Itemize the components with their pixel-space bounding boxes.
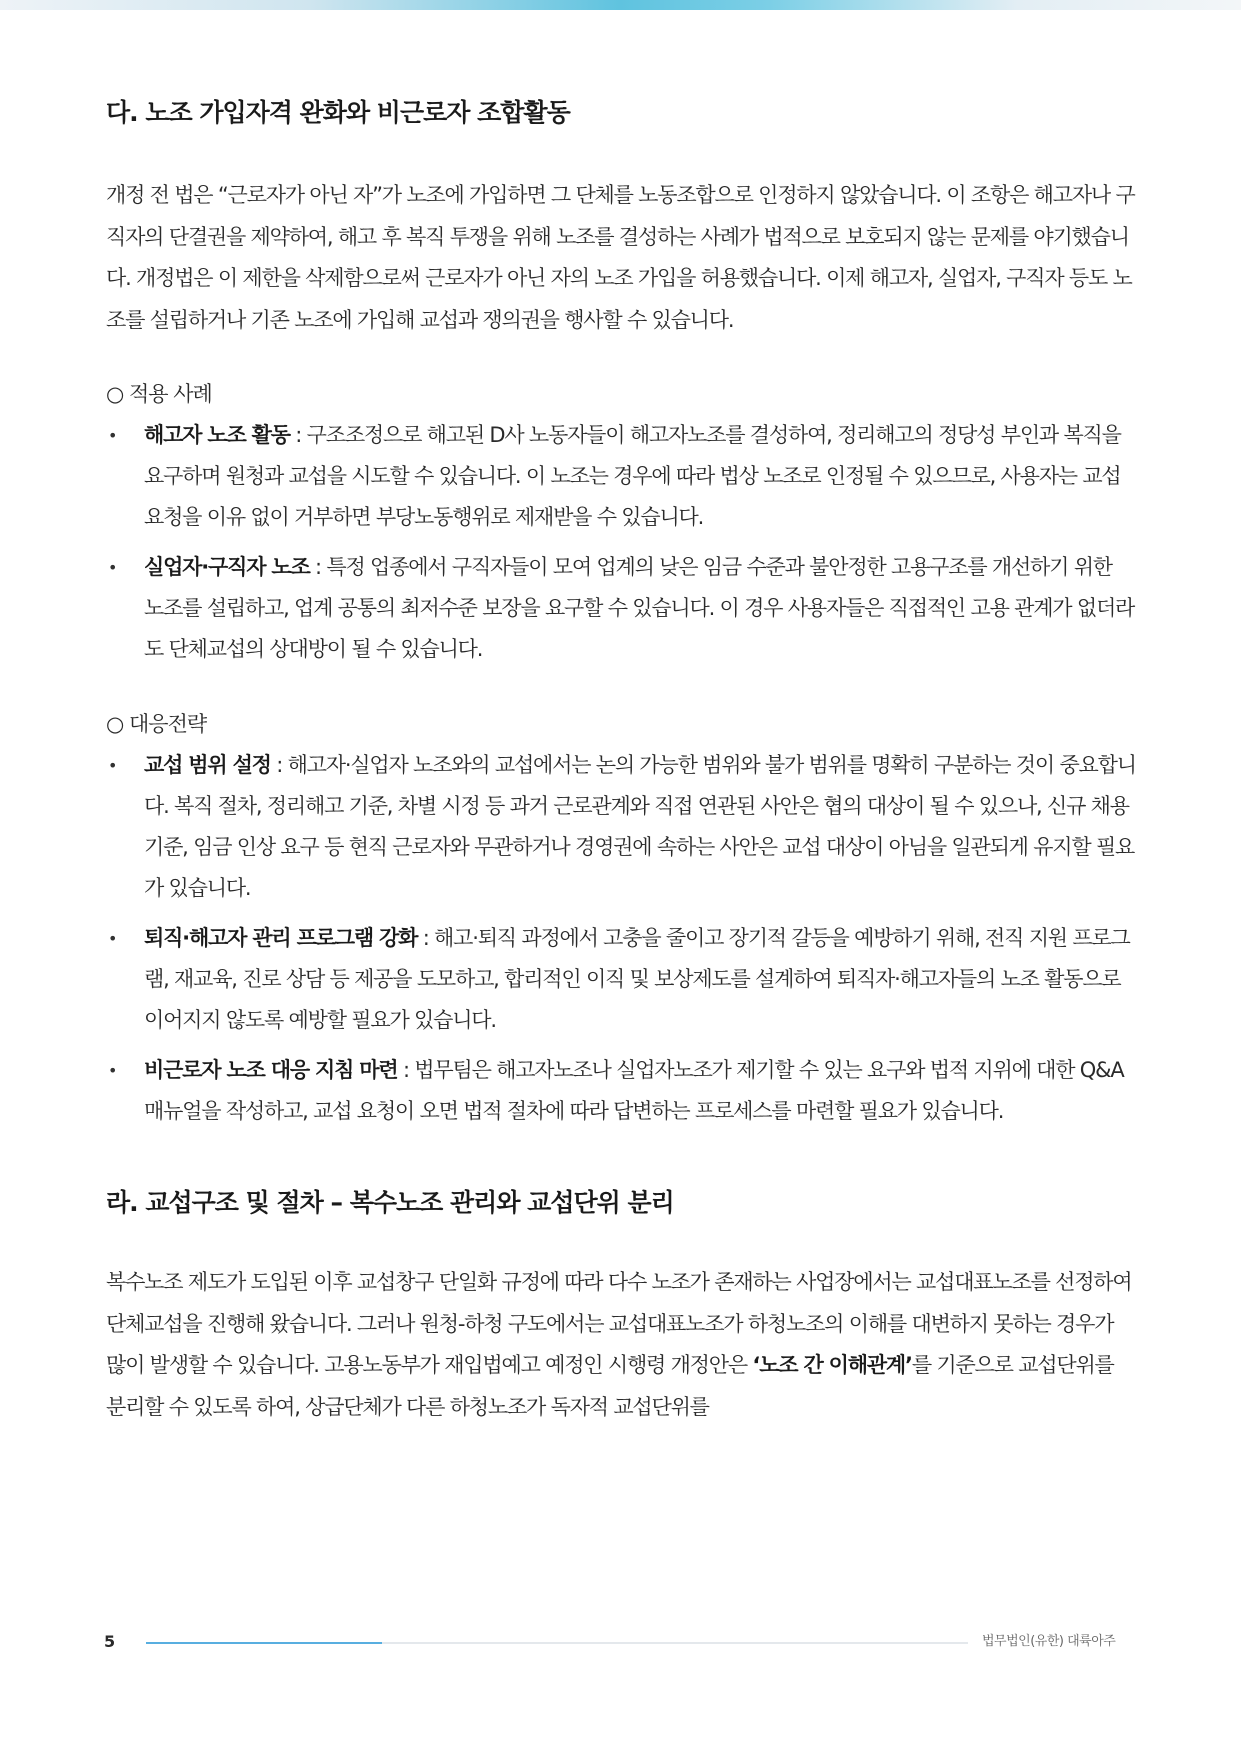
- bullet-icon: •: [108, 756, 117, 775]
- strategy-heading: ○ 대응전략: [106, 712, 207, 736]
- bullet-icon: •: [108, 558, 117, 577]
- list-item-text: : 법무팀은 해고자노조나 실업자노조가 제기할 수 있는 요구와 법적 지위에 대한 Q&A 매뉴얼을 작성하고, 교섭 요청이 오면 법적 절차에 따라 답변하는 프로세스를 마련할 필요가 있습니다.: [144, 1058, 1124, 1123]
- list-item: [106, 745, 1136, 909]
- list-item-term: 교섭 범위 설정: [144, 753, 271, 777]
- list-item-term: 퇴직·해고자 관리 프로그램 강화: [144, 926, 418, 950]
- list-item-text: : 특정 업종에서 구직자들이 모여 업계의 낮은 임금 수준과 불안정한 고용구조를 개선하기 위한 노조를 설립하고, 업계 공통의 최저수준 보장을 요구할 수 있습니다. 이 경우 사용자들은 직접적인 고용 관계가 없더라도 단체교섭의 상대방이 될 수 있습니다.: [144, 555, 1135, 661]
- list-item-term: 비근로자 노조 대응 지침 마련: [144, 1058, 398, 1082]
- section-ra-intro-start: 복수노조 제도가 도입된 이후 교섭창구 단일화 규정에 따라 다수 노조가 존재하는 사업장에서는 교섭대표노조를 선정하여 단체교섭을 진행해 왔습니다. 그러나 원청-하청 구도에서는 교섭대표노조가 하청노조의 이해를 대변하지 못하는 경우가 많이 발생할 수 있습니다. 고용노동부가 재입법예고 예정인 시행령 개정안은: [106, 1270, 1132, 1377]
- list-item-term: 해고자 노조 활동: [144, 423, 290, 447]
- list-item-text: : 해고·퇴직 과정에서 고충을 줄이고 장기적 갈등을 예방하기 위해, 전직 지원 프로그램, 재교육, 진로 상담 등 제공을 도모하고, 합리적인 이직 및 보상제도를 설계하여 퇴직자·해고자들의 노조 활동으로 이어지지 않도록 예방할 필요가 있습니다.: [144, 926, 1130, 1032]
- page-number: 5: [104, 1632, 116, 1651]
- list-item: [106, 918, 1136, 1041]
- firm-name: 법무법인(유한) 대륙아주: [982, 1634, 1116, 1649]
- page-content: [106, 96, 1136, 1428]
- top-gradient-bar: [0, 0, 1241, 10]
- strategy-list: [106, 745, 1136, 1132]
- list-item-term: 실업자·구직자 노조: [144, 555, 310, 579]
- cases-list: [106, 415, 1136, 670]
- list-item-text: : 구조조정으로 해고된 D사 노동자들이 해고자노조를 결성하여, 정리해고의 정당성 부인과 복직을 요구하며 원청과 교섭을 시도할 수 있습니다. 이 노조는 경우에 따라 법상 노조로 인정될 수 있으므로, 사용자는 교섭 요청을 이유 없이 거부하면 부당노동행위로 제재받을 수 있습니다.: [144, 423, 1121, 529]
- section-da-intro: 개정 전 법은 “근로자가 아닌 자”가 노조에 가입하면 그 단체를 노동조합으로 인정하지 않았습니다. 이 조항은 해고자나 구직자의 단결권을 제약하여, 해고 후 복직 투쟁을 위해 노조를 결성하는 사례가 법적으로 보호되지 않는 문제를 야기했습니다. 개정법은 이 제한을 삭제함으로써 근로자가 아닌 자의 노조 가입을 허용했습니다. 이제 해고자, 실업자, 구직자 등도 노조를 설립하거나 기존 노조에 가입해 교섭과 쟁의권을 행사할 수 있습니다.: [106, 183, 1135, 332]
- list-item: [106, 415, 1136, 538]
- section-ra-title: 라. 교섭구조 및 절차 – 복수노조 관리와 교섭단위 분리: [106, 1188, 674, 1217]
- section-ra-intro: [106, 1262, 1136, 1428]
- cases-heading: ○ 적용 사례: [106, 382, 212, 406]
- bullet-icon: •: [108, 426, 117, 445]
- section-da-title: 다. 노조 가입자격 완화와 비근로자 조합활동: [106, 98, 570, 127]
- section-ra-intro-bold: ‘노조 간 이해관계’: [752, 1353, 912, 1377]
- section-ra-intro-end: 를 기준으로 교섭단위를 분리할 수 있도록 하여, 상급단체가 다른 하청노조가 독자적 교섭단위를: [106, 1353, 1114, 1419]
- list-item-text: : 해고자·실업자 노조와의 교섭에서는 논의 가능한 범위와 불가 범위를 명확히 구분하는 것이 중요합니다. 복직 절차, 정리해고 기준, 차별 시정 등 과거 근로관계와 직접 연관된 사안은 협의 대상이 될 수 있으나, 신규 채용 기준, 임금 인상 요구 등 현직 근로자와 무관하거나 경영권에 속하는 사안은 교섭 대상이 아님을 일관되게 유지할 필요가 있습니다.: [144, 753, 1136, 900]
- bullet-icon: •: [108, 929, 117, 948]
- list-item: [106, 1050, 1136, 1132]
- list-item: [106, 547, 1136, 670]
- bullet-icon: •: [108, 1061, 117, 1080]
- page-footer: [0, 1630, 1241, 1670]
- footer-divider: [146, 1642, 968, 1644]
